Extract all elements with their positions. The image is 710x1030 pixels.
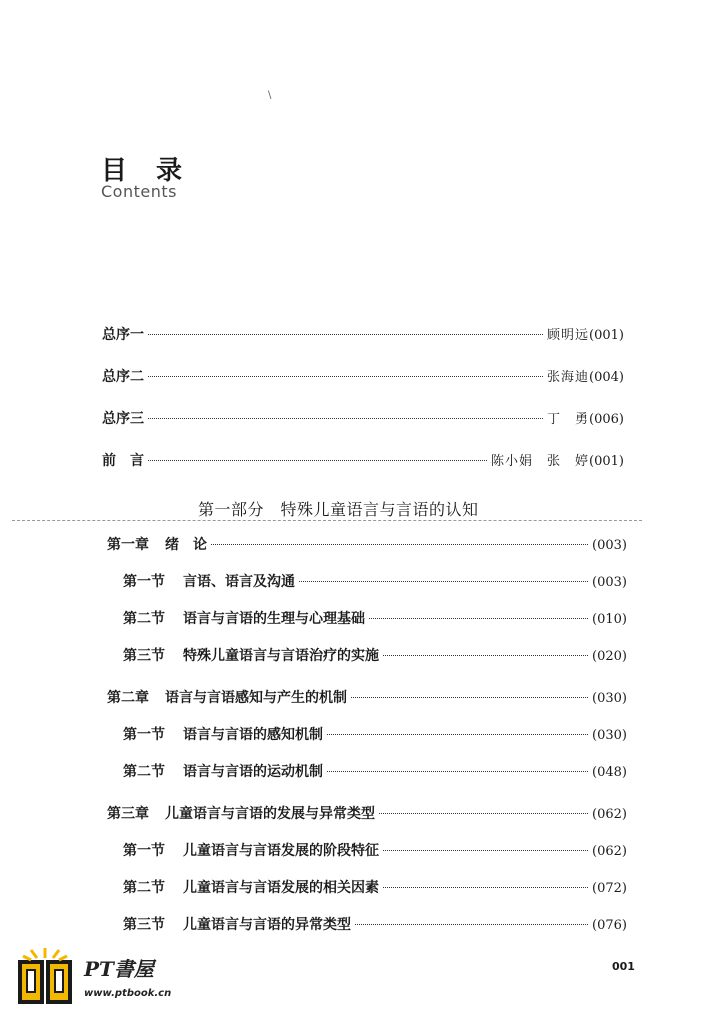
section-number: 第一节 xyxy=(123,843,165,859)
entry-label xyxy=(123,761,323,781)
section-title: 言语、语言及沟通 xyxy=(183,574,295,590)
entry-label xyxy=(123,645,379,665)
dot-leader xyxy=(148,460,487,461)
section-number: 第一节 xyxy=(123,574,165,590)
entry-label xyxy=(123,914,351,934)
toc-entry-foreword[interactable] xyxy=(102,450,624,492)
entry-label xyxy=(107,803,375,823)
entry-author: 张海迪 xyxy=(547,370,590,385)
entry-page: (010) xyxy=(592,612,627,627)
toc-entry-chapter[interactable] xyxy=(107,803,627,840)
entry-page: (001) xyxy=(589,328,624,343)
entry-label xyxy=(123,724,323,744)
chapter-3 xyxy=(107,803,627,951)
section-number: 第二节 xyxy=(123,880,165,896)
entry-label: 总序二 xyxy=(102,369,144,385)
page-subtitle: Contents xyxy=(101,182,177,201)
toc-entry-section[interactable] xyxy=(107,608,627,645)
entry-author: 丁 勇 xyxy=(547,412,590,427)
section-number: 第二节 xyxy=(123,611,165,627)
chapter-number: 第二章 xyxy=(107,690,149,706)
chapter-2 xyxy=(107,687,627,798)
section-title: 儿童语言与言语的异常类型 xyxy=(183,917,351,933)
dot-leader xyxy=(211,544,588,545)
dot-leader xyxy=(383,887,588,888)
toc-entry-section[interactable] xyxy=(107,761,627,798)
toc-entry-section[interactable] xyxy=(107,571,627,608)
entry-label xyxy=(123,571,295,591)
stray-mark: \ xyxy=(268,90,272,101)
entry-page: (001) xyxy=(589,454,624,469)
page-number: 001 xyxy=(612,960,635,973)
entry-page: (048) xyxy=(592,765,627,780)
dot-leader xyxy=(383,850,588,851)
entry-page: (062) xyxy=(592,844,627,859)
toc-entry-preface-3[interactable] xyxy=(102,408,624,450)
toc-entry-chapter[interactable] xyxy=(107,534,627,571)
entry-label xyxy=(107,534,207,554)
section-title: 语言与言语的感知机制 xyxy=(183,727,323,743)
section-number: 第三节 xyxy=(123,648,165,664)
toc-entry-section[interactable] xyxy=(107,877,627,914)
part-divider xyxy=(12,520,642,521)
section-number: 第二节 xyxy=(123,764,165,780)
entry-author: 陈小娟 张 婷 xyxy=(491,454,590,469)
entry-page: (076) xyxy=(592,918,627,933)
section-title: 语言与言语的生理与心理基础 xyxy=(183,611,365,627)
entry-page: (006) xyxy=(589,412,624,427)
dot-leader xyxy=(148,418,543,419)
chapter-title: 儿童语言与言语的发展与异常类型 xyxy=(165,806,375,822)
entry-page: (004) xyxy=(589,370,624,385)
watermark-url: www.ptbook.cn xyxy=(84,988,172,999)
entry-page: (030) xyxy=(592,728,627,743)
toc-entry-chapter[interactable] xyxy=(107,687,627,724)
dot-leader xyxy=(369,618,588,619)
section-number: 第三节 xyxy=(123,917,165,933)
chapter-title: 绪 论 xyxy=(165,537,207,553)
preface-list xyxy=(102,324,624,492)
entry-label: 前 言 xyxy=(102,453,144,469)
entry-page: (003) xyxy=(592,538,627,553)
dot-leader xyxy=(327,771,588,772)
chapter-number: 第三章 xyxy=(107,806,149,822)
entry-author: 顾明远 xyxy=(547,328,590,343)
dot-leader xyxy=(148,334,543,335)
toc-entry-section[interactable] xyxy=(107,645,627,682)
dot-leader xyxy=(299,581,588,582)
dot-leader xyxy=(379,813,588,814)
dot-leader xyxy=(355,924,588,925)
entry-page: (062) xyxy=(592,807,627,822)
chapter-number: 第一章 xyxy=(107,537,149,553)
part-heading: 第一部分 特殊儿童语言与言语的认知 xyxy=(198,500,479,519)
chapter-title: 语言与言语感知与产生的机制 xyxy=(165,690,347,706)
entry-page: (030) xyxy=(592,691,627,706)
entry-label xyxy=(123,608,365,628)
entry-page: (020) xyxy=(592,649,627,664)
entry-label: 总序一 xyxy=(102,327,144,343)
toc-entry-preface-1[interactable] xyxy=(102,324,624,366)
entry-label xyxy=(107,687,347,707)
entry-page: (072) xyxy=(592,881,627,896)
dot-leader xyxy=(351,697,588,698)
section-number: 第一节 xyxy=(123,727,165,743)
toc-entry-section[interactable] xyxy=(107,840,627,877)
watermark-name: PT書屋 xyxy=(84,957,154,981)
dot-leader xyxy=(327,734,588,735)
chapter-list xyxy=(107,534,627,951)
toc-entry-preface-2[interactable] xyxy=(102,366,624,408)
section-title: 儿童语言与言语发展的相关因素 xyxy=(183,880,379,896)
toc-entry-section[interactable] xyxy=(107,724,627,761)
entry-page: (003) xyxy=(592,575,627,590)
entry-label: 总序三 xyxy=(102,411,144,427)
entry-label xyxy=(123,840,379,860)
section-title: 语言与言语的运动机制 xyxy=(183,764,323,780)
entry-label xyxy=(123,877,379,897)
section-title: 特殊儿童语言与言语治疗的实施 xyxy=(183,648,379,664)
chapter-1 xyxy=(107,534,627,682)
dot-leader xyxy=(148,376,543,377)
dot-leader xyxy=(383,655,588,656)
section-title: 儿童语言与言语发展的阶段特征 xyxy=(183,843,379,859)
page-title: 目 录 xyxy=(101,156,193,186)
